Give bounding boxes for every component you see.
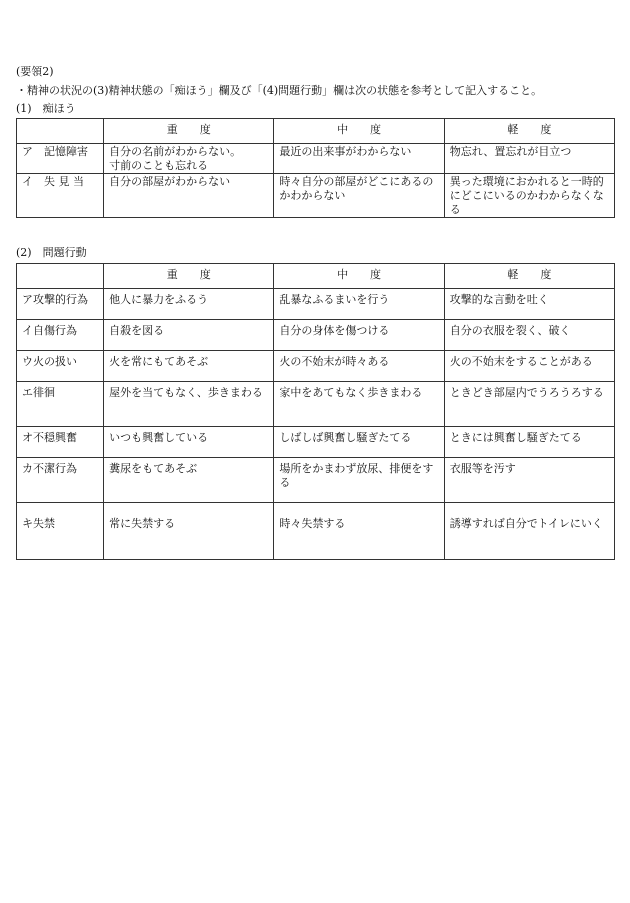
header-mild: 軽 度 xyxy=(444,264,614,289)
header-empty xyxy=(17,119,104,144)
header-mild: 軽 度 xyxy=(444,119,614,144)
cell-mild: 衣服等を汚す xyxy=(444,458,614,503)
table-row xyxy=(17,382,615,427)
cell-mild: ときどき部屋内でうろうろする xyxy=(444,382,614,427)
cell-mild: 物忘れ、置忘れが目立つ xyxy=(444,144,614,174)
table-row xyxy=(17,351,615,382)
cell-mild: 火の不始末をすることがある xyxy=(444,351,614,382)
cell-moderate: 家中をあてもなく歩きまわる xyxy=(274,382,444,427)
header-moderate: 中 度 xyxy=(274,264,444,289)
cell-severe: 屋外を当てもなく、歩きまわる xyxy=(104,382,274,427)
section1-title: (1) 痴ほう xyxy=(16,102,76,115)
cell-mild: 異った環境におかれると一時的にどこにいるのかわからなくなる xyxy=(444,174,614,218)
row-label: イ 失 見 当 xyxy=(17,174,104,218)
header-empty xyxy=(17,264,104,289)
cell-severe: いつも興奮している xyxy=(104,427,274,458)
header-severe: 重 度 xyxy=(104,119,274,144)
row-label: オ不穏興奮 xyxy=(17,427,104,458)
table-row xyxy=(17,427,615,458)
cell-moderate: 自分の身体を傷つける xyxy=(274,320,444,351)
cell-moderate: 時々自分の部屋がどこにあるのかわからない xyxy=(274,174,444,218)
row-label: ウ火の扱い xyxy=(17,351,104,382)
cell-severe: 他人に暴力をふるう xyxy=(104,289,274,320)
cell-moderate: しばしば興奮し騒ぎたてる xyxy=(274,427,444,458)
table-row xyxy=(17,320,615,351)
dementia-table xyxy=(16,118,615,218)
cell-severe: 自分の名前がわからない。 寸前のことも忘れる xyxy=(104,144,274,174)
cell-mild: 自分の衣服を裂く、破く xyxy=(444,320,614,351)
cell-moderate: 火の不始末が時々ある xyxy=(274,351,444,382)
cell-moderate: 場所をかまわず放尿、排便をする xyxy=(274,458,444,503)
cell-moderate: 時々失禁する xyxy=(274,503,444,560)
header-severe: 重 度 xyxy=(104,264,274,289)
table-row xyxy=(17,458,615,503)
cell-severe: 常に失禁する xyxy=(104,503,274,560)
cell-mild: 誘導すれば自分でトイレにいく xyxy=(444,503,614,560)
table-row xyxy=(17,144,615,174)
cell-severe: 糞尿をもてあそぶ xyxy=(104,458,274,503)
instruction-text: ・精神の状況の(3)精神状態の「痴ほう」欄及び「(4)問題行動」欄は次の状態を参考として記入すること。 xyxy=(16,84,543,97)
table-row xyxy=(17,289,615,320)
problem-behavior-table xyxy=(16,263,615,560)
section2-title: (2) 問題行動 xyxy=(16,246,87,259)
cell-moderate: 乱暴なふるまいを行う xyxy=(274,289,444,320)
cell-severe: 自殺を図る xyxy=(104,320,274,351)
row-label: カ不潔行為 xyxy=(17,458,104,503)
document-heading: (要領2) xyxy=(16,65,54,78)
row-label: イ自傷行為 xyxy=(17,320,104,351)
cell-mild: ときには興奮し騒ぎたてる xyxy=(444,427,614,458)
cell-moderate: 最近の出来事がわからない xyxy=(274,144,444,174)
table-row xyxy=(17,503,615,560)
table-row xyxy=(17,174,615,218)
cell-severe: 自分の部屋がわからない xyxy=(104,174,274,218)
row-label: ア攻撃的行為 xyxy=(17,289,104,320)
row-label: ア 記憶障害 xyxy=(17,144,104,174)
row-label: エ徘徊 xyxy=(17,382,104,427)
header-moderate: 中 度 xyxy=(274,119,444,144)
cell-mild: 攻撃的な言動を吐く xyxy=(444,289,614,320)
row-label: キ失禁 xyxy=(17,503,104,560)
cell-severe: 火を常にもてあそぶ xyxy=(104,351,274,382)
